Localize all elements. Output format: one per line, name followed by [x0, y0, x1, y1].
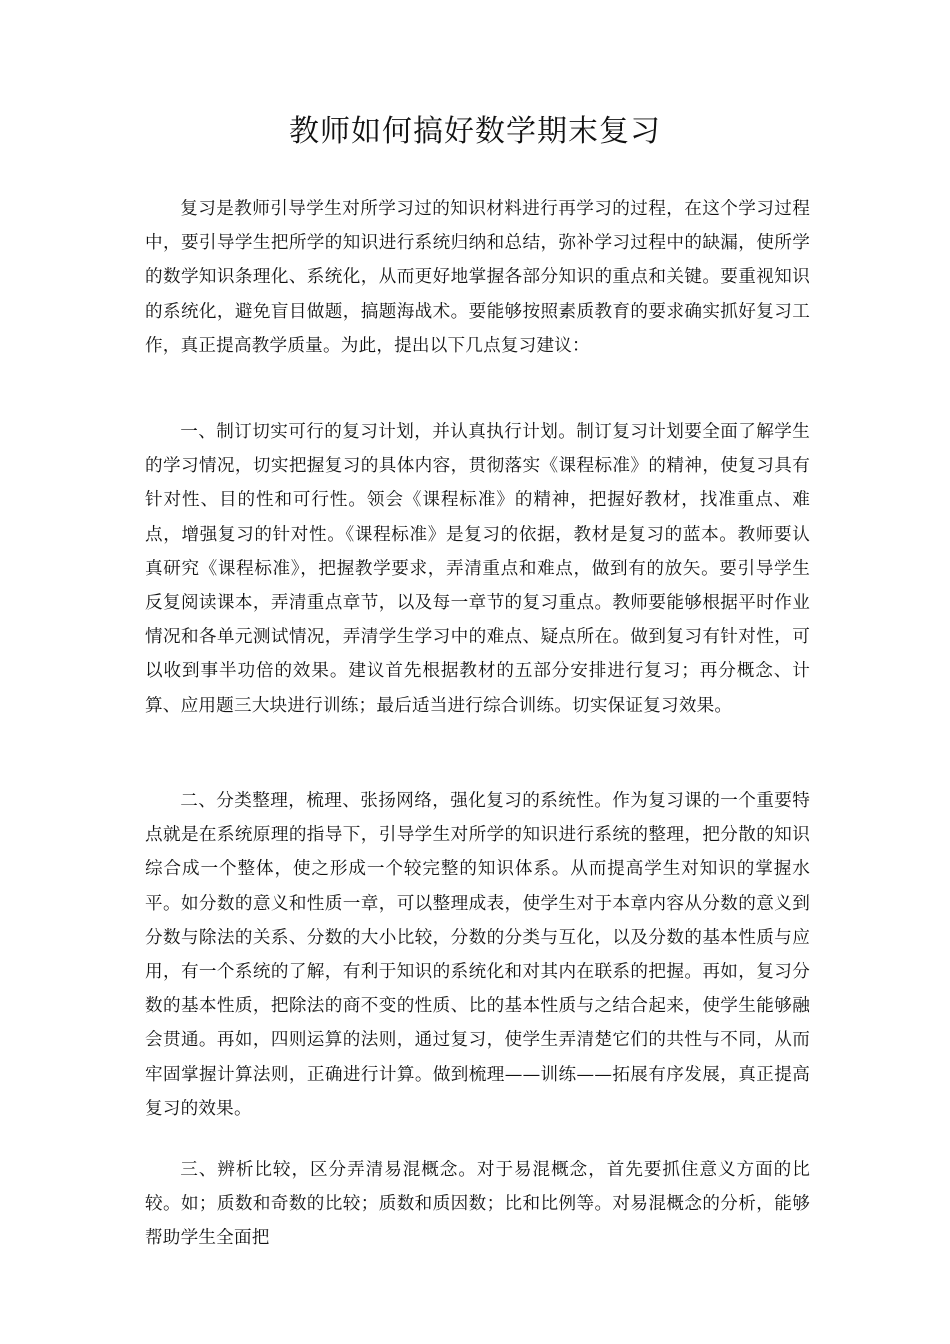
section-three-paragraph: 三、辨析比较，区分弄清易混概念。对于易混概念，首先要抓住意义方面的比较。如；质数和奇数的比较；质数和质因数；比和比例等。对易混概念的分析，能够帮助学生全面把: [145, 1160, 810, 1249]
document-title: 教师如何搞好数学期末复习: [289, 114, 661, 149]
intro-paragraph: 复习是教师引导学生对所学习过的知识材料进行再学习的过程，在这个学习过程中，要引导学生把所学的知识进行系统归纳和总结，弥补学习过程中的缺漏，使所学的数学知识条理化、系统化，从而更好地掌握各部分知识的重点和关键。要重视知识的系统化，避免盲目做题，搞题海战术。要能够按照素质教育的要求确实抓好复习工作，真正提高教学质量。为此，提出以下几点复习建议：: [145, 199, 810, 356]
section-one-paragraph: 一、制订切实可行的复习计划，并认真执行计划。制订复习计划要全面了解学生的学习情况，切实把握复习的具体内容，贯彻落实《课程标准》的精神，使复习具有针对性、目的性和可行性。领会《课程标准》的精神，把握好教材，找准重点、难点，增强复习的针对性。《课程标准》是复习的依据，教材是复习的蓝本。教师要认真研究《课程标准》，把握教学要求，弄清重点和难点，做到有的放矢。要引导学生反复阅读课本，弄清重点章节，以及每一章节的复习重点。教师要能够根据平时作业情况和各单元测试情况，弄清学生学习中的难点、疑点所在。做到复习有针对性，可以收到事半功倍的效果。建议首先根据教材的五部分安排进行复习；再分概念、计算、应用题三大块进行训练；最后适当进行综合训练。切实保证复习效果。: [145, 422, 810, 716]
section-two-paragraph: 二、分类整理，梳理、张扬网络，强化复习的系统性。作为复习课的一个重要特点就是在系统原理的指导下，引导学生对所学的知识进行系统的整理，把分散的知识综合成一个整体，使之形成一个较完整的知识体系。从而提高学生对知识的掌握水平。如分数的意义和性质一章，可以整理成表，使学生对于本章内容从分数的意义到分数与除法的关系、分数的大小比较，分数的分类与互化，以及分数的基本性质与应用，有一个系统的了解，有利于知识的系统化和对其内在联系的把握。再如，复习分数的基本性质，把除法的商不变的性质、比的基本性质与之结合起来，使学生能够融会贯通。再如，四则运算的法则，通过复习，使学生弄清楚它们的共性与不同，从而牢固掌握计算法则，正确进行计算。做到梳理——训练——拓展有序发展，真正提高复习的效果。: [145, 791, 810, 1119]
